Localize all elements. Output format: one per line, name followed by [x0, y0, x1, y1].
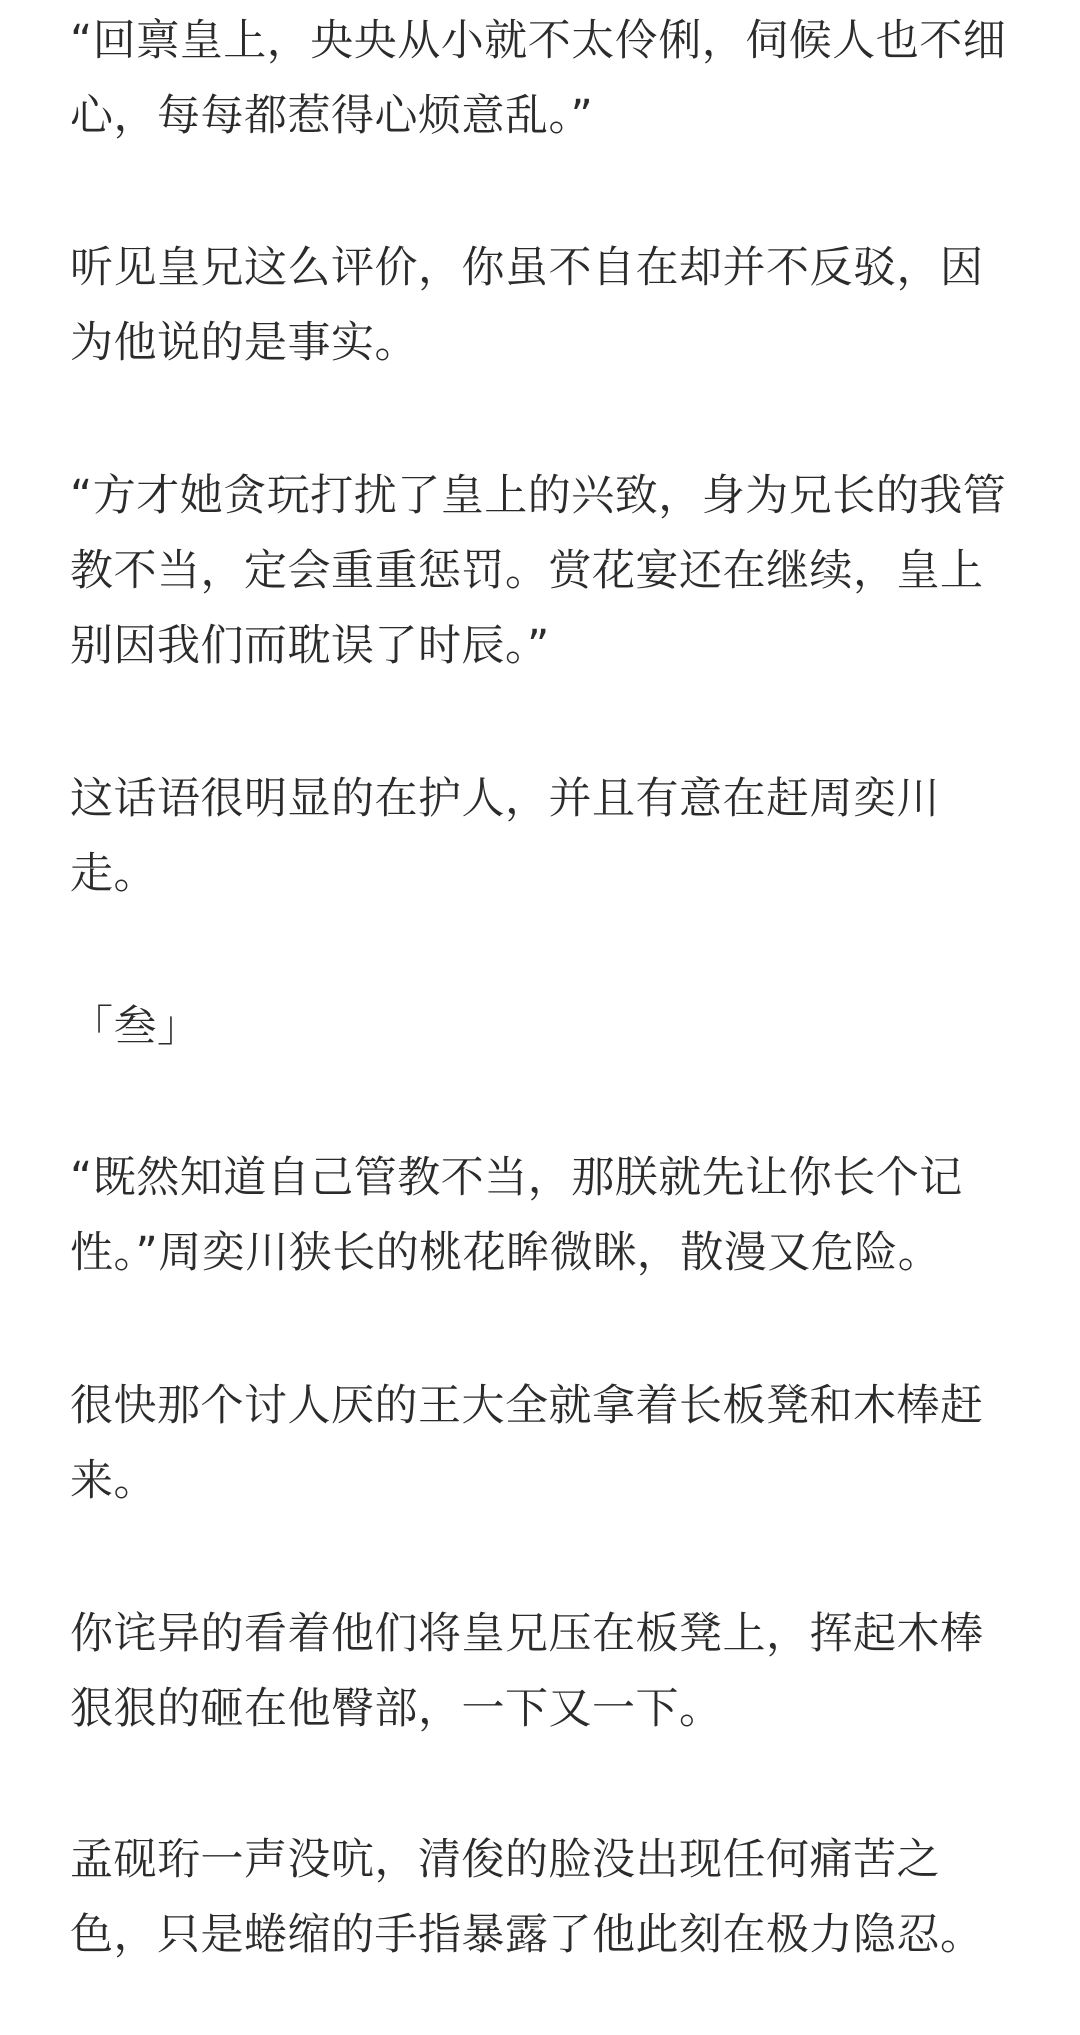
paragraph: “方才她贪玩打扰了皇上的兴致，身为兄长的我管教不当，定会重重惩罚。赏花宴还在继续，皇上别因我们而耽误了时辰。” — [70, 471, 1007, 671]
chapter-heading: 「叁」 — [70, 1002, 201, 1052]
paragraph: 这话语很明显的在护人，并且有意在赶周奕川走。 — [70, 774, 940, 899]
paragraph: 听见皇兄这么评价，你虽不自在却并不反驳，因为他说的是事实。 — [70, 243, 984, 368]
paragraph: 孟砚珩一声没吭，清俊的脸没出现任何痛苦之色，只是蜷缩的手指暴露了他此刻在极力隐忍。 — [70, 1835, 984, 1960]
paragraph: “既然知道自己管教不当，那朕就先让你长个记性。”周奕川狭长的桃花眸微眯，散漫又危险。 — [70, 1153, 963, 1278]
paragraph: “回禀皇上，央央从小就不太伶俐，伺候人也不细心，每每都惹得心烦意乱。” — [70, 16, 1007, 141]
paragraph: 你诧异的看着他们将皇兄压在板凳上，挥起木棒狠狠的砸在他臀部，一下又一下。 — [70, 1609, 984, 1734]
paragraph: 很快那个讨人厌的王大全就拿着长板凳和木棒赶来。 — [70, 1381, 984, 1506]
